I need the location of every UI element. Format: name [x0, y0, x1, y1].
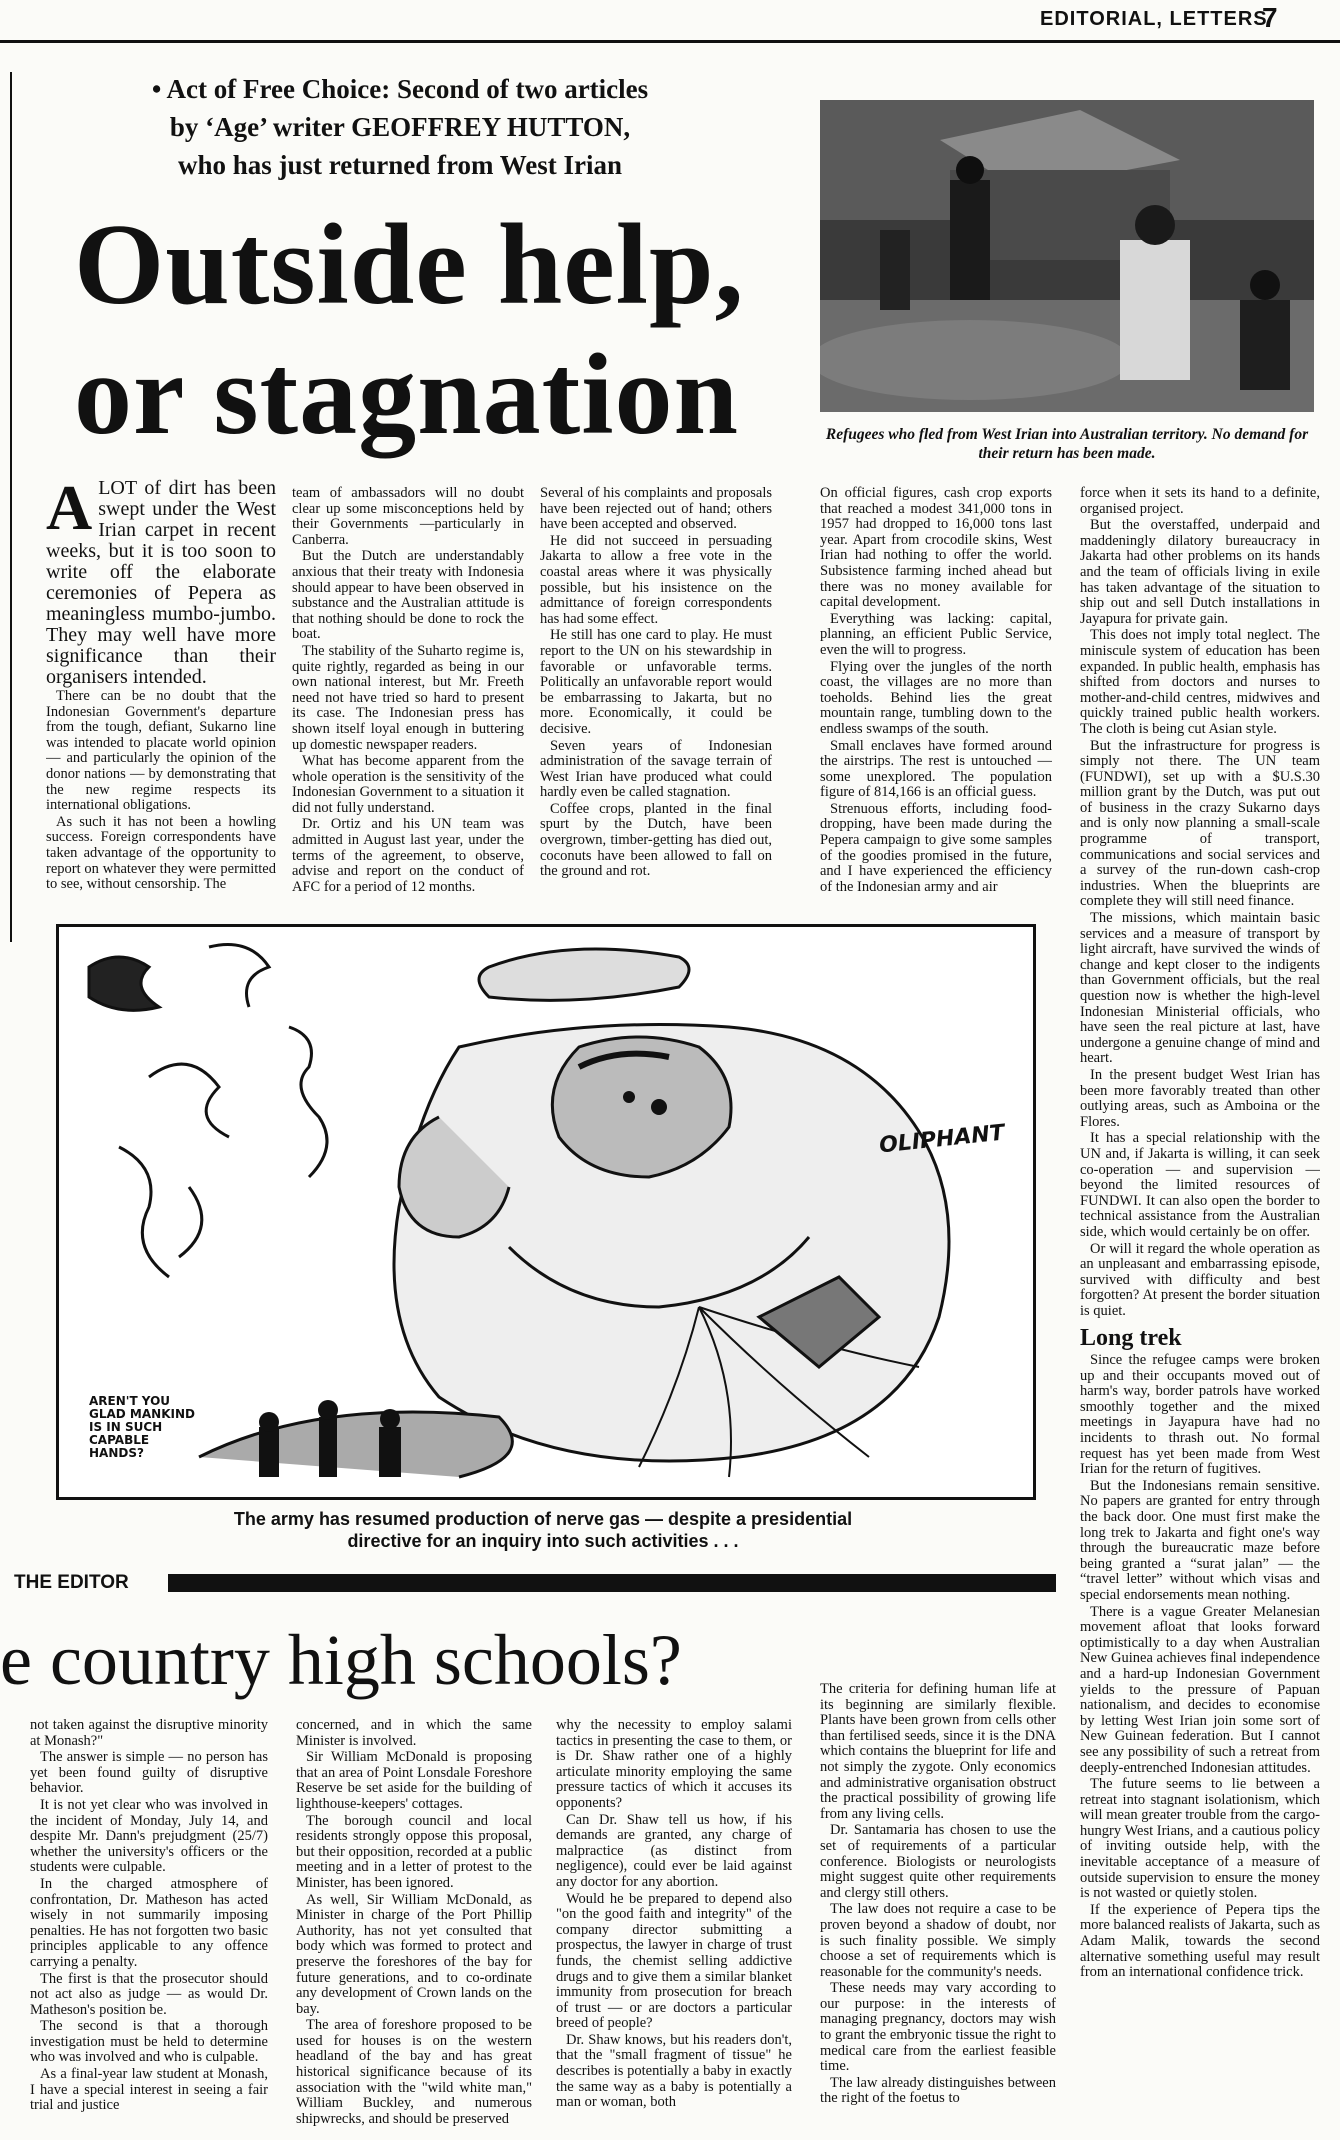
- paragraph: On official figures, cash crop exports that reached a modest 341,000 tons in 1957 had dropped to 16,000 tons last year. Apart from crocodile skins, West Irian had nothing to offer the world. Subsistence farming inched ahead but there was no money available for capital development.: [820, 486, 1052, 611]
- paragraph: Would he be prepared to depend also "on the good faith and integrity" of the company director submitting a prospectus, the lawyer in charge of trust funds, the chemist selling addictive drugs and to give them a similar blanket immunity from prosecution for breach of trust — or are doctors a particular breed of people?: [556, 1890, 792, 2032]
- header-rule: [0, 40, 1340, 43]
- paragraph: Small enclaves have formed around the airstrips. The rest is untouched — some unexplored. The population figure of 814,166 is an official guess.: [820, 737, 1052, 801]
- page-number: 7: [1262, 2, 1278, 33]
- paragraph: Since the refugee camps were broken up and their occupants moved out of harm's way, border patrols have worked smoothly together and the mixed meetings in Jayapura have had no incidents to thrash out. No formal request has yet been made from West Irian for the return of fugitives.: [1080, 1352, 1320, 1478]
- paragraph: Dr. Shaw knows, but his readers don't, that the "small fragment of tissue" he describes is potentially a baby in exactly the same way as a baby is potentially a man or woman, both: [556, 2031, 792, 2111]
- paragraph: The future seems to lie between a retreat into stagnant isolationism, which will mean greater trouble from the cargo-hungry West Irians, and a cautious policy of inviting outside help, with the inevitable acceptance of a measure of outside supervision to ensure the money is not wasted or quietly stolen.: [1080, 1776, 1320, 1902]
- cartoon-caption-line-2: directive for an inquiry into such activities . . .: [347, 1531, 739, 1551]
- paragraph: But the infrastructure for progress is simply not there. The UN team (FUNDWI), set up with a $U.S.30 million grant by the Dutch, was put out of business in the crazy Sukarno days and is only now planning a small-scale programme of transport, communications and social services and a survey of the run-down cash-crop industries. When the blueprints are complete they will still need finance.: [1080, 737, 1320, 910]
- paragraph: But the Indonesians remain sensitive. No papers are granted for entry through the back door. One must first make the long trek to Jakarta and fight one's way through the bureaucratic maze before being granted a “surat jalan” — the “travel letter” without which visas and special endorsements mean nothing.: [1080, 1477, 1320, 1603]
- drop-cap: A: [46, 478, 93, 543]
- paragraph: not taken against the disruptive minority at Monash?": [30, 1718, 268, 1749]
- paragraph: Everything was lacking: capital, planning, an efficient Public Service, even the will to progress.: [820, 610, 1052, 658]
- paragraph: In the present budget West Irian has been more favorably treated than other outlying areas, such as Amboina or the Flores.: [1080, 1066, 1320, 1130]
- kicker-line-1: • Act of Free Choice: Second of two articles: [151, 74, 649, 104]
- paragraph: Dr. Santamaria has chosen to use the set of requirements of a particular conference. Biologists or neurologists might suggest quite other requirements and clergy still others.: [820, 1822, 1056, 1901]
- paragraph: The first is that the prosecutor should not act also as judge — as would Dr. Matheson's position be.: [30, 1970, 268, 2018]
- paragraph: This does not imply total neglect. The miniscule system of education has been expanded. In public health, emphasis has shifted from doctors and nurses to mother-and-child centres, midwives and quickly trained public health workers. The cloth is being cut Asian style.: [1080, 627, 1320, 737]
- headline-line-2: or stagnation: [74, 331, 740, 459]
- refugee-photo-image: [820, 100, 1314, 412]
- paragraph: If the experience of Pepera tips the more balanced realists of Jakarta, such as Adam Malik, towards the second alternative something useful may result from an international confidence trick.: [1080, 1901, 1320, 1981]
- left-border-rule: [10, 72, 12, 942]
- paragraph: He did not succeed in persuading Jakarta to allow a free vote in the coastal areas where it was physically possible, but his insistence on the admittance of foreign correspondents has had some effect.: [540, 532, 772, 627]
- section-header: EDITORIAL, LETTERS: [1040, 8, 1268, 30]
- paragraph: It has a special relationship with the UN and, if Jakarta is willing, it can seek co-operation — and supervision — beyond the limited resources of FUNDWI. It can also open the border to technical assistance from the Australian side, which would certainly be on offer.: [1080, 1130, 1320, 1240]
- article-column-5: [1080, 486, 1320, 2140]
- paragraph: The law does not require a case to be proven beyond a shadow of doubt, nor is such finality possible. We simply choose a set of requirements which is reasonable for the community's needs.: [820, 1901, 1056, 1980]
- paragraph: team of ambassadors will no doubt clear up some misconceptions held by their Governments —particularly in Canberra.: [292, 486, 524, 548]
- article-column-3: [540, 486, 772, 918]
- paragraph: Coffee crops, planted in the final spurt by the Dutch, have been overgrown, timber-getting has died out, coconuts have been allowed to fall on the ground and rot.: [540, 800, 772, 880]
- cartoon-caption: [56, 1508, 1030, 1552]
- cartoon-speech: AREN'T YOU GLAD MANKIND IS IN SUCH CAPABLE HANDS?: [89, 1394, 195, 1460]
- article-column-1: [46, 478, 276, 918]
- paragraph: There is a vague Greater Melanesian movement afloat that looks forward optimistically to a day when Australian New Guinea achieves final independence and a hard-up Indonesian Government yields to the pressure of Papuan nationalism, and decides to economise by letting West Irian join some sort of New Guinean federation. But I cannot see any possibility of such a retreat from deeply-entrenched Indonesian attitudes.: [1080, 1603, 1320, 1776]
- paragraph: As well, Sir William McDonald, as Minister in charge of the Port Phillip Authority, has not yet consulted that body which was formed to protect and preserve the foreshores of the bay for future generations, and to co-ordinate any development of Crown lands on the bay.: [296, 1891, 532, 2017]
- paragraph: Dr. Ortiz and his UN team was admitted in August last year, under the terms of the agreement, to observe, advise and report on the conduct of AFC for a period of 12 months.: [292, 816, 524, 895]
- letters-column-4: [820, 1682, 1056, 2140]
- paragraph: concerned, and in which the same Minister is involved.: [296, 1718, 532, 1749]
- paragraph: Seven years of Indonesian administration of the savage terrain of West Irian have produced what could hardly even be called stagnation.: [540, 737, 772, 801]
- article-column-2: [292, 486, 524, 918]
- paragraph: The stability of the Suharto regime is, quite rightly, regarded as being in our own national interest, but Mr. Freeth need not have tried so hard to present its case. The Indonesian press has shown itself loyal enough in buttering up domestic newspaper readers.: [292, 642, 524, 753]
- paragraph: The second is that a thorough investigation must be held to determine who was involved and who is culpable.: [30, 2018, 268, 2066]
- article-column-4: [820, 486, 1052, 918]
- cartoon-caption-line-1: The army has resumed production of nerve gas — despite a presidential: [233, 1509, 853, 1529]
- headline-line-1: Outside help,: [74, 201, 745, 329]
- paragraph: Sir William McDonald is proposing that an area of Point Lonsdale Foreshore Reserve be set aside for the building of lighthouse-keepers' cottages.: [296, 1749, 532, 1812]
- article-lead: LOT of dirt has been swept under the West Irian carpet in recent weeks, but it is too soon to write off the elaborate ceremonies of Pepera as meaningless mumbo-jumbo. They may well have more significance than their organisers intended.: [46, 478, 276, 688]
- paragraph: Strenuous efforts, including food-dropping, have been made during the Pepera campaign to give some samples of the goodies promised in the future, and I have experienced the efficiency of the Indonesian army and air: [820, 800, 1052, 895]
- letters-section-rule: [168, 1574, 1056, 1592]
- paragraph: The borough council and local residents strongly oppose this proposal, but their opposition, recorded at a public meeting and in a letter of protest to the Minister, has been ignored.: [296, 1812, 532, 1891]
- headline: [74, 200, 794, 460]
- paragraph: He still has one card to play. He must report to the UN on his stewardship in favorable or unfavorable terms. Politically an unfavorable report would be embarrassing to Jakarta, but no more. Economically, it could be decisive.: [540, 627, 772, 737]
- paragraph: Several of his complaints and proposals have been rejected out of hand; others have been accepted and observed.: [540, 486, 772, 533]
- paragraph: As a final-year law student at Monash, I have a special interest in seeing a fair trial and justice: [30, 2066, 268, 2114]
- paragraph: The answer is simple — no person has yet been found guilty of disruptive behavior.: [30, 1749, 268, 1797]
- paragraph: why the necessity to employ salami tactics in presenting the case to them, or is Dr. Shaw rather one of a highly articulate minority employing the same pressure tactics of which it accuses its opponents?: [556, 1718, 792, 1811]
- letters-column-1: [30, 1718, 268, 2140]
- letters-column-2: [296, 1718, 532, 2140]
- paragraph: Or will it regard the whole operation as an unpleasant and embarrassing episode, survived with difficulty and best forgotten? At present the border situation is quiet.: [1080, 1240, 1320, 1319]
- kicker-line-2: by ‘Age’ writer GEOFFREY HUTTON,: [169, 112, 631, 142]
- paragraph: The criteria for defining human life at its beginning are similarly flexible. Plants have been grown from cells other than fertilised seeds, since it is the DNA which contains the blueprint for life and not simply the zygote. Only economics and administrative organisation obstruct the practical possibility of growing life from any living cells.: [820, 1682, 1056, 1822]
- paragraph: Can Dr. Shaw tell us how, if his demands are granted, any charge of malpractice (as distinct from negligence), could ever be laid against any doctor for any abortion.: [556, 1811, 792, 1890]
- letters-headline: e country high schools?: [0, 1620, 682, 1700]
- paragraph: The law already distinguishes between the right of the foetus to: [820, 2074, 1056, 2107]
- paragraph: force when it sets its hand to a definite, organised project.: [1080, 486, 1320, 517]
- paragraph: Flying over the jungles of the north coast, the villages are no more than toeholds. Behind lies the great mountain range, tumbling down to the endless swamps of the south.: [820, 658, 1052, 737]
- paragraph: But the overstaffed, underpaid and maddeningly dilatory bureaucracy in Jakarta had other problems on its hands and the team of officials living in exile has taken advantage of the situation to ship out and sell Dutch installations in Jayapura for private gain.: [1080, 517, 1320, 627]
- paragraph: In the charged atmosphere of confrontation, Dr. Matheson has acted wisely in not summarily imposing penalties. He has not forgotten two basic principles applicable to any offence carrying a penalty.: [30, 1875, 268, 1970]
- refugee-photo: [820, 100, 1314, 412]
- paragraph: There can be no doubt that the Indonesian Government's departure from the tough, defiant, Sukarno line was intended to placate world opinion — and particularly the opinion of the donor nations — by demonstrating that the new regime respects its international obligations.: [46, 688, 276, 814]
- paragraph: The missions, which maintain basic services and a measure of transport by light aircraft, have survived the winds of change and kept closer to the indigents than Government officials, but the real question now is whether the high-level Indonesian Ministerial officials, who have seen the real picture at last, have undergone a genuine change of mind and heart.: [1080, 910, 1320, 1067]
- paragraph: The area of foreshore proposed to be used for houses is on the western headland of the bay and has great historical significance because of its association with the "wild white man," William Buckley, and numerous shipwrecks, and should be preserved: [296, 2017, 532, 2127]
- paragraph: It is not yet clear who was involved in the incident of Monday, July 14, and despite Mr. Dann's prejudgment (25/7) whether the university's officers or the students were culpable.: [30, 1796, 268, 1876]
- editorial-cartoon: [56, 924, 1036, 1500]
- kicker: [60, 70, 740, 184]
- paragraph: But the Dutch are understandably anxious that their treaty with Indonesia should appear to have been observed in substance and the Australian attitude is that nothing should be done to rock the boat.: [292, 548, 524, 643]
- photo-caption: Refugees who fled from West Irian into Australian territory. No demand for their return has been made.: [825, 426, 1309, 462]
- cartoon-drawing: [59, 927, 1033, 1497]
- paragraph: These needs may vary according to our purpose: in the interests of managing pregnancy, doctors may wish to grant the embryonic tissue the right to medical care from the earliest feasible time.: [820, 1980, 1056, 2075]
- paragraph: As such it has not been a howling success. Foreign correspondents have taken advantage of the opportunity to report on whatever they were permitted to see, without censorship. The: [46, 813, 276, 893]
- subhead: Long trek: [1080, 1325, 1182, 1352]
- kicker-line-3: who has just returned from West Irian: [177, 150, 623, 180]
- letters-column-3: [556, 1718, 792, 2140]
- paragraph: What has become apparent from the whole operation is the sensitivity of the Indonesian Government to a situation it did not fully understand.: [292, 753, 524, 816]
- cartoon-signature: OLIPHANT: [878, 1120, 1006, 1159]
- letters-section-label: THE EDITOR: [14, 1572, 129, 1593]
